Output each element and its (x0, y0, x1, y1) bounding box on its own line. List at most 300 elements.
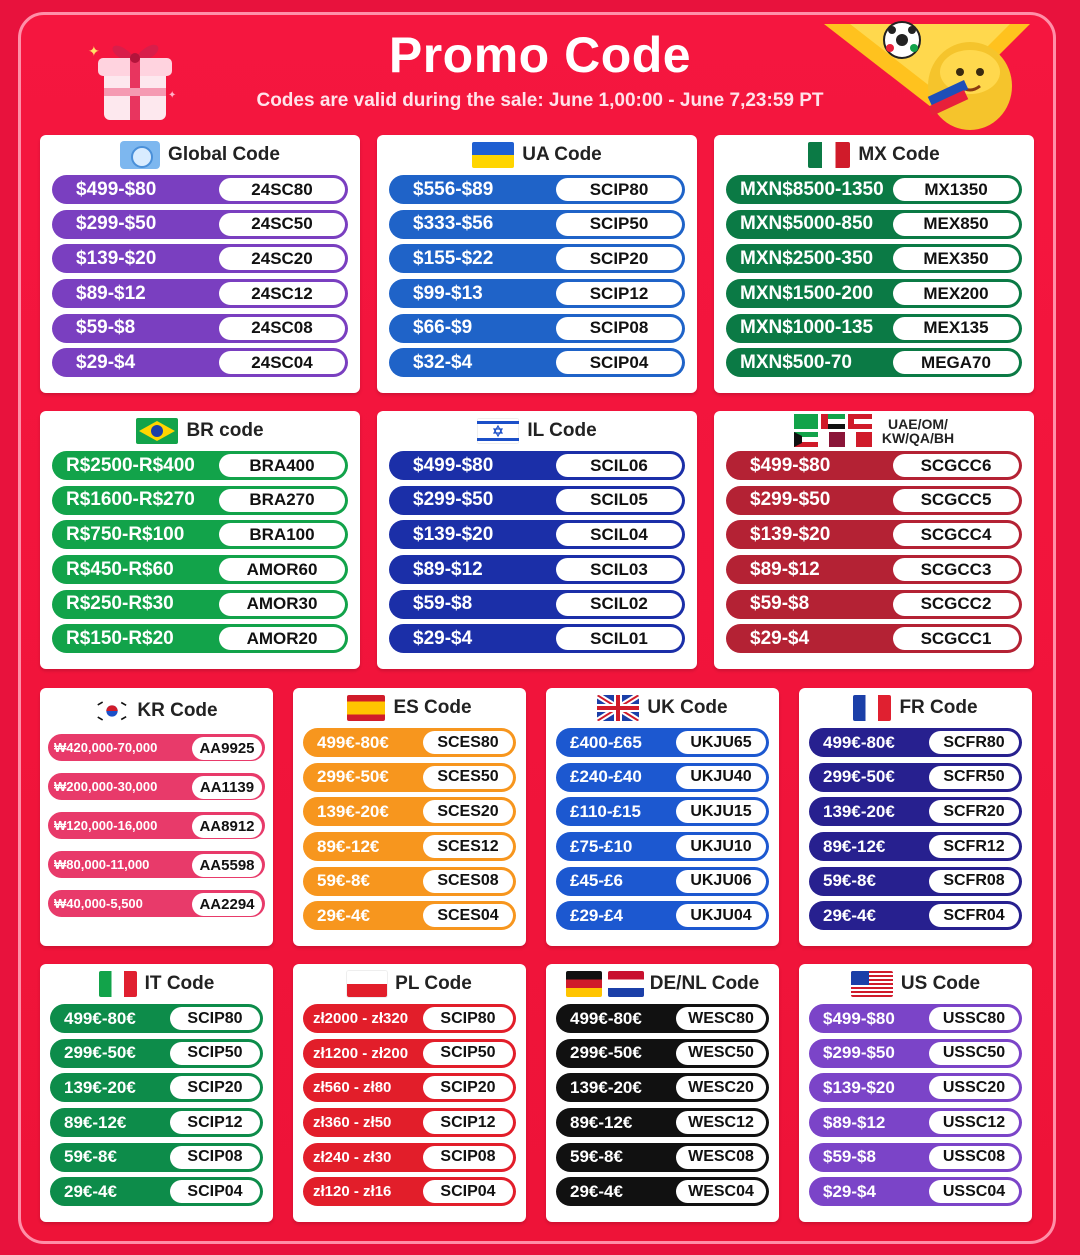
promo-code-pill[interactable]: SCIP20 (423, 1076, 513, 1099)
discount-amount: $89-$12 (823, 1112, 886, 1132)
discount-amount: $32-$4 (413, 351, 473, 373)
promo-row (303, 1143, 516, 1172)
promo-row (52, 520, 348, 549)
promo-code-pill[interactable]: BRA100 (219, 523, 345, 546)
card-it-code (40, 964, 273, 1222)
promo-row (389, 279, 685, 308)
card-title: IT Code (144, 973, 215, 994)
discount-amount: 299€-50€ (570, 1043, 642, 1063)
discount-amount: $499-$80 (750, 454, 831, 476)
discount-amount: R$750-R$100 (66, 523, 185, 545)
promo-row (556, 1143, 769, 1172)
promo-row (726, 624, 1022, 653)
promo-code-pill[interactable]: 24SC04 (219, 351, 345, 374)
korea-flag-icon (95, 698, 129, 724)
card-title: US Code (900, 973, 981, 994)
promo-code-pill[interactable]: SCFR80 (929, 731, 1019, 754)
promo-code-pill[interactable]: SCIP80 (556, 178, 682, 201)
discount-amount: 139€-20€ (570, 1077, 642, 1097)
promo-code-pill[interactable]: MEX850 (893, 213, 1019, 236)
discount-amount: 299€-50€ (64, 1043, 136, 1063)
germany-flag-icon (566, 971, 602, 997)
promo-code-pill[interactable]: SCIP08 (423, 1146, 513, 1169)
promo-code-pill[interactable]: SCIL01 (556, 627, 682, 650)
promo-row (50, 1073, 263, 1102)
promo-row (303, 1108, 516, 1137)
promo-row (52, 210, 348, 239)
promo-code-pill[interactable]: SCIP50 (556, 213, 682, 236)
discount-amount: MXN$5000-850 (740, 213, 874, 235)
promo-code-pill[interactable]: SCIP80 (170, 1007, 260, 1030)
promo-code-pill[interactable]: MEGA70 (893, 351, 1019, 374)
discount-amount: ₩80,000-11,000 (54, 857, 150, 872)
discount-amount: £29-£4 (570, 905, 623, 925)
promo-code-pill[interactable]: 24SC08 (219, 317, 345, 340)
promo-row (809, 1039, 1022, 1068)
promo-code-pill[interactable]: SCIL03 (556, 558, 682, 581)
promo-row (303, 867, 516, 896)
discount-amount: 139€-20€ (823, 801, 895, 821)
promo-code-pill[interactable]: UKJU06 (676, 870, 766, 893)
promo-code-pill[interactable]: MEX200 (893, 282, 1019, 305)
promo-row (303, 1073, 516, 1102)
promo-row (50, 1177, 263, 1206)
promo-code-pill[interactable]: SCIP20 (556, 247, 682, 270)
card-header (799, 964, 1032, 1004)
promo-code-pill[interactable]: SCIP04 (423, 1180, 513, 1203)
promo-code-pill[interactable]: UKJU04 (676, 904, 766, 927)
promo-row (48, 812, 265, 839)
promo-code-pill[interactable]: SCES50 (423, 766, 513, 789)
discount-amount: ₩120,000-16,000 (54, 818, 158, 833)
card-global-code (40, 135, 360, 393)
discount-amount: 89€-12€ (64, 1112, 127, 1132)
discount-amount: zł240 - zł30 (313, 1148, 392, 1166)
promo-code-pill[interactable]: SCGCC3 (893, 558, 1019, 581)
discount-amount: zł360 - zł50 (313, 1114, 392, 1132)
promo-row (809, 728, 1022, 757)
promo-row (556, 728, 769, 757)
svg-text:✦: ✦ (168, 90, 177, 101)
promo-code-pill[interactable]: AA5598 (192, 854, 262, 877)
discount-amount: ₩420,000-70,000 (54, 740, 158, 755)
discount-amount: 89€-12€ (570, 1112, 633, 1132)
promo-row (726, 555, 1022, 584)
card-title: UA Code (522, 144, 602, 165)
promo-code-pill[interactable]: SCGCC5 (893, 489, 1019, 512)
discount-amount: 29€-4€ (317, 905, 370, 925)
discount-amount: $29-$4 (750, 627, 810, 649)
promo-code-pill[interactable]: WESC04 (676, 1180, 766, 1203)
discount-amount: 299€-50€ (823, 767, 895, 787)
promo-row (303, 1004, 516, 1033)
promo-code-pill[interactable]: SCFR20 (929, 800, 1019, 823)
card-title: PL Code (395, 973, 472, 994)
discount-amount: $499-$80 (76, 178, 157, 200)
card-header (546, 688, 779, 728)
promo-row (48, 890, 265, 917)
promo-code-pill[interactable]: UKJU15 (676, 800, 766, 823)
card-gcc-code (714, 411, 1034, 669)
spain-flag-icon (347, 695, 385, 721)
promo-row (809, 1143, 1022, 1172)
card-us-code (799, 964, 1032, 1222)
promo-row (52, 555, 348, 584)
promo-code-pill[interactable]: SCGCC2 (893, 593, 1019, 616)
card-fr-code (799, 688, 1032, 946)
page-title: Promo Code (388, 27, 692, 83)
discount-amount: $499-$80 (823, 1008, 895, 1028)
card-title: Global Code (168, 144, 280, 165)
promo-code-pill[interactable]: SCFR08 (929, 870, 1019, 893)
promo-row (50, 1004, 263, 1033)
gulf-flags-icon (794, 414, 874, 448)
promo-code-pill[interactable]: AA9925 (192, 737, 262, 760)
discount-amount: 499€-80€ (570, 1008, 642, 1028)
card-header (377, 411, 697, 451)
discount-amount: ₩200,000-30,000 (54, 779, 158, 794)
discount-amount: $139-$20 (823, 1077, 895, 1097)
promo-row (52, 314, 348, 343)
promo-code-pill[interactable]: SCIP04 (556, 351, 682, 374)
discount-amount: $139-$20 (413, 523, 494, 545)
promo-row (556, 1108, 769, 1137)
promo-code-pill[interactable]: MX1350 (893, 178, 1019, 201)
discount-amount: $139-$20 (750, 523, 831, 545)
card-header (40, 411, 360, 451)
promo-code-pill[interactable]: SCES80 (423, 731, 513, 754)
discount-amount: $556-$89 (413, 178, 494, 200)
promo-row (726, 314, 1022, 343)
promo-row (809, 763, 1022, 792)
promo-code-pill[interactable]: WESC50 (676, 1042, 766, 1065)
discount-amount: $299-$50 (823, 1043, 895, 1063)
discount-amount: 59€-8€ (317, 871, 370, 891)
promo-row (52, 590, 348, 619)
promo-row (556, 1004, 769, 1033)
promo-code-pill[interactable]: USSC20 (929, 1076, 1019, 1099)
discount-amount: 299€-50€ (317, 767, 389, 787)
discount-amount: 59€-8€ (570, 1147, 623, 1167)
discount-amount: 499€-80€ (317, 732, 389, 752)
card-header (293, 964, 526, 1004)
discount-amount: R$2500-R$400 (66, 454, 195, 476)
promo-code-pill[interactable]: UKJU10 (676, 835, 766, 858)
mascot-icon (820, 14, 1050, 134)
discount-amount: ₩40,000-5,500 (54, 896, 143, 911)
promo-code-pill[interactable]: SCES08 (423, 870, 513, 893)
globe-icon (120, 141, 160, 169)
discount-amount: $499-$80 (413, 454, 494, 476)
card-header (714, 411, 1034, 451)
discount-amount: $59-$8 (76, 317, 136, 339)
promo-code-pill[interactable]: SCIL04 (556, 523, 682, 546)
discount-amount: 29€-4€ (823, 905, 876, 925)
promo-row (389, 314, 685, 343)
promo-row (809, 1177, 1022, 1206)
card-header (799, 688, 1032, 728)
promo-row (48, 734, 265, 761)
promo-row (52, 624, 348, 653)
card-header (714, 135, 1034, 175)
promo-code-pill[interactable]: 24SC20 (219, 247, 345, 270)
usa-flag-icon (851, 971, 893, 997)
card-kr-code (40, 688, 273, 946)
card-title: MX Code (858, 144, 940, 165)
promo-row (389, 590, 685, 619)
discount-amount: zł2000 - zł320 (313, 1010, 409, 1027)
card-es-code (293, 688, 526, 946)
promo-row (303, 1177, 516, 1206)
card-header (40, 964, 273, 1004)
promo-row (50, 1039, 263, 1068)
discount-amount: 499€-80€ (823, 732, 895, 752)
promo-code-pill[interactable]: USSC12 (929, 1111, 1019, 1134)
promo-code-pill[interactable]: USSC04 (929, 1180, 1019, 1203)
card-ua-code (377, 135, 697, 393)
promo-row (556, 901, 769, 930)
promo-code-pill[interactable]: SCIP04 (170, 1180, 260, 1203)
promo-code-pill[interactable]: BRA270 (219, 489, 345, 512)
italy-flag-icon (99, 971, 137, 997)
discount-amount: zł120 - zł16 (313, 1183, 392, 1201)
discount-amount: MXN$1500-200 (740, 282, 874, 304)
promo-code-pill[interactable]: WESC80 (676, 1007, 766, 1030)
card-mx-code (714, 135, 1034, 393)
promo-code-pill[interactable]: AMOR60 (219, 558, 345, 581)
promo-code-pill[interactable]: SCIP12 (556, 282, 682, 305)
promo-code-pill[interactable]: AMOR20 (219, 627, 345, 650)
discount-amount: $155-$22 (413, 247, 494, 269)
promo-code-pill[interactable]: WESC08 (676, 1146, 766, 1169)
promo-row (48, 851, 265, 878)
promo-row (726, 279, 1022, 308)
promo-row (303, 797, 516, 826)
promo-code-pill[interactable]: WESC12 (676, 1111, 766, 1134)
promo-code-pill[interactable]: SCFR04 (929, 904, 1019, 927)
promo-row (726, 520, 1022, 549)
promo-row (726, 590, 1022, 619)
promo-code-pill[interactable]: SCES20 (423, 800, 513, 823)
promo-code-pill[interactable]: BRA400 (219, 454, 345, 477)
promo-row (50, 1143, 263, 1172)
promo-row (556, 1039, 769, 1068)
promo-code-pill[interactable]: AMOR30 (219, 593, 345, 616)
discount-amount: MXN$1000-135 (740, 317, 874, 339)
promo-row (809, 1108, 1022, 1137)
discount-amount: $333-$56 (413, 213, 494, 235)
card-header (293, 688, 526, 728)
promo-row (389, 210, 685, 239)
discount-amount: $299-$50 (750, 489, 831, 511)
promo-row (556, 832, 769, 861)
promo-row (52, 244, 348, 273)
card-br-code (40, 411, 360, 669)
card-title (882, 417, 954, 445)
promo-row (389, 244, 685, 273)
discount-amount: MXN$2500-350 (740, 247, 874, 269)
promo-row (52, 175, 348, 204)
promo-code-pill[interactable]: SCGCC6 (893, 454, 1019, 477)
promo-code-pill[interactable]: SCIP12 (423, 1111, 513, 1134)
card-de-nl-code (546, 964, 779, 1222)
discount-amount: $59-$8 (750, 593, 810, 615)
promo-code-pill[interactable]: SCGCC1 (893, 627, 1019, 650)
promo-row (389, 175, 685, 204)
promo-row (50, 1108, 263, 1137)
card-title: UK Code (647, 697, 728, 718)
discount-amount: $59-$8 (413, 593, 473, 615)
promo-code-pill[interactable]: MEX135 (893, 317, 1019, 340)
promo-code-pill[interactable]: SCFR12 (929, 835, 1019, 858)
promo-row (726, 348, 1022, 377)
card-pl-code (293, 964, 526, 1222)
card-title: DE/NL Code (649, 973, 760, 994)
promo-code-pill[interactable]: 24SC80 (219, 178, 345, 201)
discount-amount: 139€-20€ (64, 1077, 136, 1097)
promo-code-pill[interactable]: SCIP20 (170, 1076, 260, 1099)
promo-code-pill[interactable]: SCES12 (423, 835, 513, 858)
promo-row (809, 797, 1022, 826)
card-il-code (377, 411, 697, 669)
discount-amount: 59€-8€ (64, 1147, 117, 1167)
discount-amount: £45-£6 (570, 871, 623, 891)
discount-amount: $29-$4 (413, 627, 473, 649)
promo-row (52, 348, 348, 377)
discount-amount: 499€-80€ (64, 1008, 136, 1028)
promo-code-pill[interactable]: WESC20 (676, 1076, 766, 1099)
discount-amount: R$150-R$20 (66, 627, 174, 649)
promo-code-pill[interactable]: SCIP12 (170, 1111, 260, 1134)
discount-amount: 139€-20€ (317, 801, 389, 821)
promo-code-pill[interactable]: SCIP08 (170, 1146, 260, 1169)
promo-code-pill[interactable]: AA2294 (192, 893, 262, 916)
promo-code-pill[interactable]: UKJU40 (676, 766, 766, 789)
promo-row (52, 486, 348, 515)
svg-text:✦: ✦ (88, 43, 100, 59)
promo-code-pill[interactable]: SCFR50 (929, 766, 1019, 789)
promo-row (809, 867, 1022, 896)
france-flag-icon (853, 695, 891, 721)
discount-amount: $89-$12 (413, 558, 483, 580)
discount-amount: 89€-12€ (823, 836, 886, 856)
card-header (377, 135, 697, 175)
promo-code-pill[interactable]: SCIP50 (170, 1042, 260, 1065)
promo-code-pill[interactable]: SCIP50 (423, 1042, 513, 1065)
promo-row (726, 175, 1022, 204)
poland-flag-icon (347, 971, 387, 997)
promo-code-pill[interactable]: SCIL02 (556, 593, 682, 616)
promo-row (303, 832, 516, 861)
promo-row (52, 451, 348, 480)
promo-row (726, 486, 1022, 515)
promo-row (556, 867, 769, 896)
promo-code-pill[interactable]: USSC50 (929, 1042, 1019, 1065)
promo-code-pill[interactable]: SCGCC4 (893, 523, 1019, 546)
card-title-line1: UAE/OM/ (888, 416, 948, 432)
promo-code-pill[interactable]: AA8912 (192, 815, 262, 838)
promo-code-pill[interactable]: AA1139 (192, 776, 262, 799)
page-subtitle: Codes are valid during the sale: June 1,00:00 - June 7,23:59 PT (256, 90, 824, 111)
promo-code-pill[interactable]: SCIL05 (556, 489, 682, 512)
discount-amount: 29€-4€ (64, 1181, 117, 1201)
promo-row (809, 1073, 1022, 1102)
discount-amount: £400-£65 (570, 732, 642, 752)
promo-code-pill[interactable]: UKJU65 (676, 731, 766, 754)
discount-amount: R$450-R$60 (66, 558, 174, 580)
promo-row (389, 486, 685, 515)
promo-row (726, 244, 1022, 273)
promo-row (48, 773, 265, 800)
discount-amount: $66-$9 (413, 317, 473, 339)
promo-code-pill[interactable]: USSC80 (929, 1007, 1019, 1030)
promo-row (556, 797, 769, 826)
mexico-flag-icon (808, 142, 850, 168)
discount-amount: $29-$4 (823, 1181, 876, 1201)
promo-code-pill[interactable]: 24SC50 (219, 213, 345, 236)
discount-amount: $299-$50 (76, 213, 157, 235)
card-title: BR code (186, 420, 264, 441)
promo-code-pill[interactable]: 24SC12 (219, 282, 345, 305)
promo-row (303, 728, 516, 757)
discount-amount: 29€-4€ (570, 1181, 623, 1201)
discount-amount: R$250-R$30 (66, 593, 174, 615)
promo-row (303, 1039, 516, 1068)
promo-row (556, 1073, 769, 1102)
ukraine-flag-icon (472, 142, 514, 168)
promo-row (726, 451, 1022, 480)
promo-row (389, 348, 685, 377)
promo-code-pill[interactable]: SCIP08 (556, 317, 682, 340)
card-title: IL Code (527, 420, 597, 441)
promo-row (389, 624, 685, 653)
card-header (40, 688, 273, 734)
card-header (546, 964, 779, 1004)
header (0, 0, 1080, 130)
promo-row (303, 901, 516, 930)
promo-row (389, 451, 685, 480)
discount-amount: £240-£40 (570, 767, 642, 787)
promo-row (389, 555, 685, 584)
uk-flag-icon (597, 695, 639, 721)
promo-row (303, 763, 516, 792)
discount-amount: 89€-12€ (317, 836, 380, 856)
card-title: KR Code (137, 700, 218, 721)
brazil-flag-icon (136, 418, 178, 444)
card-title: FR Code (899, 697, 978, 718)
discount-amount: $59-$8 (823, 1147, 876, 1167)
promo-code-pill[interactable]: SCES04 (423, 904, 513, 927)
discount-amount: $29-$4 (76, 351, 136, 373)
card-title: ES Code (393, 697, 472, 718)
discount-amount: $139-$20 (76, 247, 157, 269)
promo-code-pill[interactable]: MEX350 (893, 247, 1019, 270)
promo-row (556, 1177, 769, 1206)
discount-amount: £75-£10 (570, 836, 633, 856)
promo-row (726, 210, 1022, 239)
promo-row (389, 520, 685, 549)
promo-row (809, 901, 1022, 930)
discount-amount: zł560 - zł80 (313, 1079, 392, 1097)
discount-amount: MXN$8500-1350 (740, 178, 884, 200)
card-uk-code (546, 688, 779, 946)
promo-code-pill[interactable]: USSC08 (929, 1146, 1019, 1169)
promo-code-pill[interactable]: SCIP80 (423, 1007, 513, 1030)
promo-code-pill[interactable]: SCIL06 (556, 454, 682, 477)
discount-amount: 59€-8€ (823, 871, 876, 891)
discount-amount: $89-$12 (76, 282, 146, 304)
discount-amount: R$1600-R$270 (66, 489, 195, 511)
